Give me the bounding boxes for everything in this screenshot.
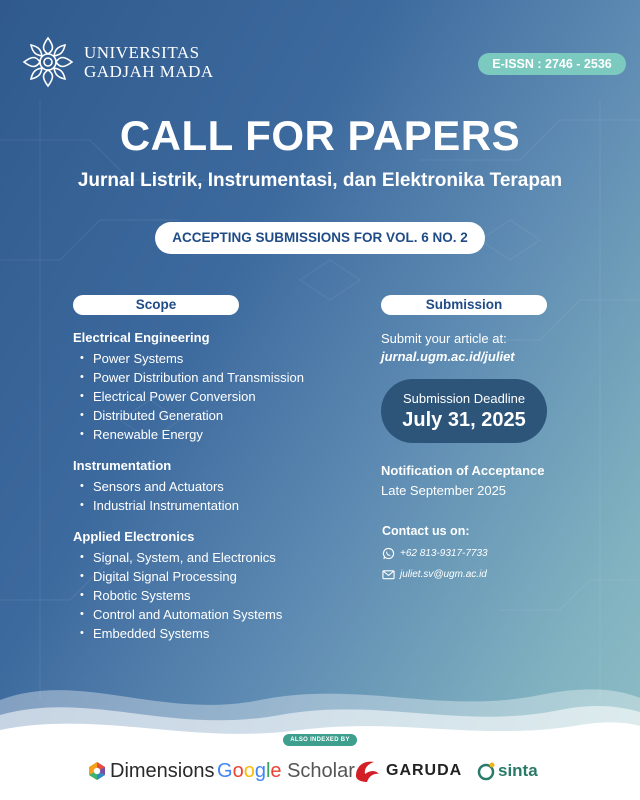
list-item: • Distributed Generation (73, 406, 353, 425)
garuda-logo (352, 754, 462, 788)
deadline-badge (381, 379, 547, 443)
list-item: • Digital Signal Processing (73, 567, 353, 586)
dimensions-logo (86, 754, 214, 788)
google-letter: e (270, 759, 282, 782)
category-items (73, 477, 353, 515)
contact-section (382, 524, 622, 588)
page-title: CALL FOR PAPERS (119, 112, 521, 159)
dimensions-icon (86, 760, 108, 782)
google-letter: o (232, 759, 244, 782)
scope-header: Scope (73, 295, 239, 315)
list-item: • Power Systems (73, 349, 353, 368)
contact-title: Contact us on: (382, 524, 470, 538)
sinta-text: sinta (498, 761, 538, 780)
google-scholar-logo (217, 754, 355, 788)
google-letter: g (254, 759, 266, 782)
category-title: Electrical Engineering (73, 330, 210, 345)
garuda-icon (352, 756, 382, 786)
scope-list (73, 330, 353, 657)
category-items (73, 349, 353, 444)
list-item: • Power Distribution and Transmission (73, 368, 353, 387)
deadline-label: Submission Deadline (402, 391, 526, 406)
sinta-logo (476, 754, 538, 788)
scholar-text: Scholar (281, 759, 355, 782)
university-logo (20, 34, 214, 90)
accepting-submissions-banner: ACCEPTING SUBMISSIONS FOR VOL. 6 NO. 2 (155, 222, 485, 254)
submission-link[interactable]: jurnal.ugm.ac.id/juliet (381, 349, 515, 364)
sinta-icon (476, 761, 496, 781)
whatsapp-icon (382, 547, 395, 560)
submit-intro: Submit your article at: (381, 331, 507, 346)
category-title: Instrumentation (73, 458, 172, 473)
indexed-label: ALSO INDEXED BY (283, 734, 357, 746)
phone-number: +62 813-9317-7733 (400, 547, 488, 559)
indexer-logos (0, 754, 640, 788)
issn-badge: E-ISSN : 2746 - 2536 (478, 53, 626, 75)
list-item: • Embedded Systems (73, 624, 353, 643)
list-item: • Signal, System, and Electronics (73, 548, 353, 567)
category-items (73, 548, 353, 643)
list-item: • Industrial Instrumentation (73, 496, 353, 515)
ugm-emblem-icon (20, 34, 76, 90)
university-name-line2: GADJAH MADA (84, 62, 214, 81)
dimensions-text: Dimensions (110, 759, 215, 782)
list-item: • Renewable Energy (73, 425, 353, 444)
google-letter: o (243, 759, 255, 782)
garuda-text: GARUDA (386, 762, 463, 779)
journal-name: Jurnal Listrik, Instrumentasi, dan Elektronika Terapan (77, 170, 563, 191)
submission-info (381, 330, 621, 366)
google-letter: l (265, 759, 271, 782)
submission-header: Submission (381, 295, 547, 315)
list-item: • Electrical Power Conversion (73, 387, 353, 406)
google-letter: G (217, 759, 233, 782)
mail-icon (382, 568, 395, 581)
university-name-line1: UNIVERSITAS (84, 43, 200, 62)
email-address: juliet.sv@ugm.ac.id (400, 568, 487, 580)
list-item: • Robotic Systems (73, 586, 353, 605)
contact-phone[interactable] (382, 546, 622, 560)
contact-email[interactable] (382, 567, 622, 581)
list-item: • Control and Automation Systems (73, 605, 353, 624)
list-item: • Sensors and Actuators (73, 477, 353, 496)
category-title: Applied Electronics (73, 529, 195, 544)
deadline-date: July 31, 2025 (402, 409, 526, 431)
notification-title: Notification of Acceptance (381, 463, 545, 478)
notification-value: Late September 2025 (381, 483, 507, 498)
notification-info (381, 461, 621, 501)
